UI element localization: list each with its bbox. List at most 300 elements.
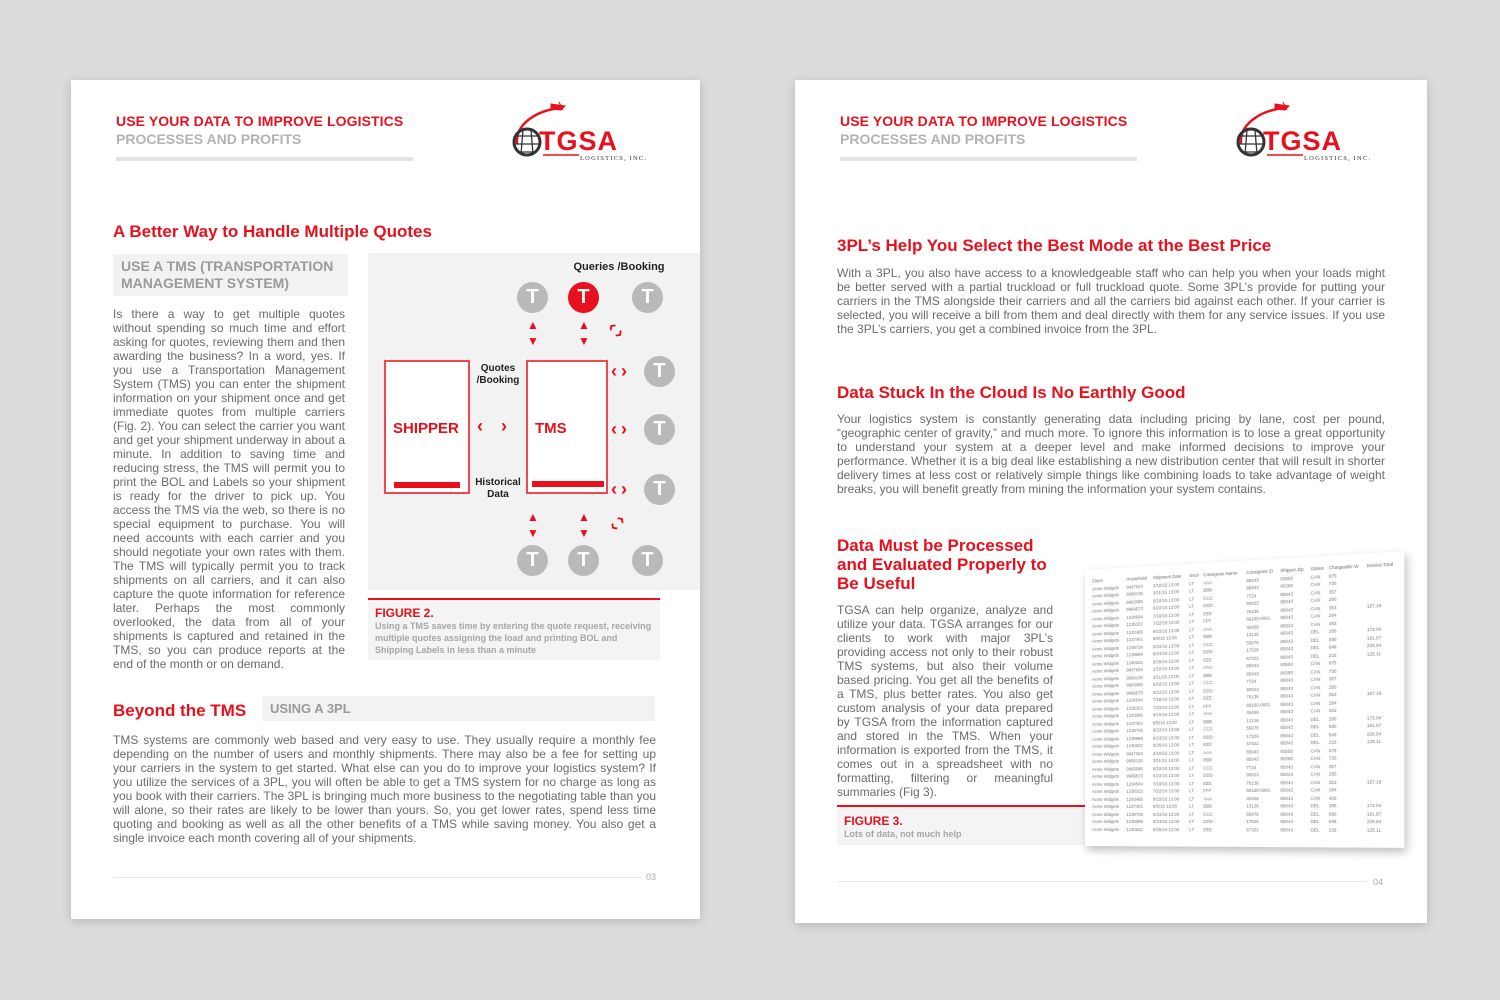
spreadsheet-cell: CCC xyxy=(1203,811,1213,817)
spreadsheet-cell: 353 xyxy=(1328,692,1337,698)
spreadsheet-cell: Acme Widgets xyxy=(1091,796,1119,802)
spreadsheet-cell: 13126 xyxy=(1246,803,1259,809)
spreadsheet-cell: 5/18/15 13:00 xyxy=(1152,596,1180,604)
spreadsheet-cell: 13126 xyxy=(1246,717,1259,724)
spreadsheet-cell: 17526 xyxy=(1246,733,1259,739)
spreadsheet-cell: 284 xyxy=(1328,700,1337,706)
spreadsheet-cell: AAA xyxy=(1203,796,1213,802)
spreadsheet-cell: 173.04 xyxy=(1366,803,1382,809)
spreadsheet-cell: DEL xyxy=(1310,827,1320,833)
spreadsheet-cell: 8/22/16 13:00 xyxy=(1152,642,1180,650)
spreadsheet-cell: 648 xyxy=(1328,644,1337,651)
spreadsheet-cell: LT xyxy=(1189,603,1195,610)
spreadsheet-cell: Acme Widgets xyxy=(1091,652,1119,659)
carrier-icon-selected: T xyxy=(568,282,599,313)
spreadsheet-cell: CCC xyxy=(1203,641,1213,648)
header-title: USE YOUR DATA TO IMPROVE LOGISTICS xyxy=(840,113,1128,129)
spreadsheet-cell: 9/15/16 13:00 xyxy=(1152,796,1180,802)
spreadsheet-cell: LT xyxy=(1189,611,1195,617)
spreadsheet-cell: 8/5/16 13:00 xyxy=(1152,719,1177,726)
spreadsheet-cell: DEL xyxy=(1310,732,1320,738)
spreadsheet-cell: LT xyxy=(1189,634,1195,640)
historical-data-label: Historical Data xyxy=(475,477,521,500)
spreadsheet-cell: 90023 xyxy=(1246,686,1259,693)
spreadsheet-cell: Acme Widgets xyxy=(1091,788,1119,795)
spreadsheet-cell: 93550 xyxy=(1280,661,1293,668)
footer-divider xyxy=(837,881,1367,882)
spreadsheet-cell: DDD xyxy=(1203,687,1213,694)
header-divider xyxy=(840,157,1137,161)
spreadsheet-cell: Acme Widgets xyxy=(1091,607,1119,614)
spreadsheet-cell: 229.94 xyxy=(1366,642,1382,649)
spreadsheet-cell: BBB xyxy=(1203,633,1213,640)
spreadsheet-cell: 85043 xyxy=(1280,732,1293,739)
spreadsheet-cell: DEL xyxy=(1310,724,1320,730)
spreadsheet-cell: 67322 xyxy=(1246,826,1259,833)
spreadsheet-cell: 284 xyxy=(1328,612,1337,619)
section-heading: 3PL’s Help You Select the Best Mode at the Best Price xyxy=(837,236,1272,255)
spreadsheet-table xyxy=(1091,560,1400,834)
spreadsheet-cell: 7/18/16 13:00 xyxy=(1152,612,1180,619)
spreadsheet-cell: 55075 xyxy=(1246,639,1259,646)
spreadsheet-cell: AAA xyxy=(1203,711,1213,717)
spreadsheet-cell: LT xyxy=(1189,819,1195,825)
spreadsheet-cell: 216 xyxy=(1328,652,1337,658)
spreadsheet-cell: Acme Widgets xyxy=(1091,675,1119,682)
spreadsheet-cell: 1234544 xyxy=(1126,781,1143,787)
spreadsheet-cell: 6/22/15 13:00 xyxy=(1152,688,1180,695)
spreadsheet-cell: 1237401 xyxy=(1126,636,1143,643)
spreadsheet-cell: CAN xyxy=(1310,589,1321,596)
spreadsheet-cell: 353 xyxy=(1328,604,1337,611)
spreadsheet-cell: 157.19 xyxy=(1366,779,1382,785)
quotes-booking-label: Quotes /Booking xyxy=(476,363,520,386)
page-04 xyxy=(795,80,1427,923)
spreadsheet-cell: 13126 xyxy=(1246,631,1259,638)
spreadsheet-cell: 590 xyxy=(1328,723,1337,730)
spreadsheet-cell: EEE xyxy=(1203,695,1213,702)
spreadsheet-cell: 9/15/16 13:00 xyxy=(1152,711,1180,718)
spreadsheet-cell: 67322 xyxy=(1246,741,1259,747)
logo-globe-plane-icon xyxy=(509,102,661,162)
diagonal-arrow-icon: ‹› xyxy=(603,316,633,346)
spreadsheet-cell: LT xyxy=(1189,742,1195,748)
spreadsheet-cell: 69160-0001 xyxy=(1246,615,1271,623)
spreadsheet-cell: 9969573 xyxy=(1126,689,1143,696)
carrier-icon: T xyxy=(632,282,663,313)
spreadsheet-cell: 85043 xyxy=(1280,606,1293,613)
spreadsheet-cell: 9969573 xyxy=(1126,773,1143,779)
spreadsheet-cell: 8/22/16 13:00 xyxy=(1152,727,1180,733)
spreadsheet-cell: 8/23/16 13:00 xyxy=(1152,650,1180,657)
spreadsheet-cell: LT xyxy=(1189,649,1195,656)
shipper-box xyxy=(384,360,470,494)
page-number: 03 xyxy=(646,872,657,882)
left-right-arrow-icon: ‹› xyxy=(611,479,631,499)
spreadsheet-cell: 1240622 xyxy=(1126,826,1143,832)
spreadsheet-cell: 69160-0001 xyxy=(1246,701,1271,708)
spreadsheet-cell: 1234544 xyxy=(1126,613,1143,620)
spreadsheet-cell: 875 xyxy=(1328,747,1337,754)
spreadsheet-cell: 85043 xyxy=(1280,677,1293,684)
figure-title: FIGURE 2. xyxy=(375,606,434,620)
section-body: TGSA can help organize, analyze and utilize your data. TGSA arranges for our clients to work with major 3PL’s providing access not only to their robust TMS systems, but also their volume based pricing. You get all the benefits of a TMS, plus better rates. You also get custom analysis of your data prepared by TGSA from the information captured and stored in the TMS. When your information is exported from the TMS, it comes out in a spreadsheet with no formatting, filtering or meaningful summaries (Fig 3). xyxy=(837,603,1053,799)
spreadsheet-cell: 9956135 xyxy=(1126,758,1143,764)
queries-booking-label: Queries /Booking xyxy=(573,261,665,273)
spreadsheet-cell: 93550 xyxy=(1280,575,1293,582)
spreadsheet-cell: 2/10/15 13:00 xyxy=(1152,750,1180,756)
carrier-icon: T xyxy=(632,545,663,576)
spreadsheet-cell: 8/23/16 13:00 xyxy=(1152,734,1180,741)
spreadsheet-cell: 85043 xyxy=(1280,779,1293,786)
spreadsheet-cell: 7724 xyxy=(1246,678,1257,685)
spreadsheet-cell: LT xyxy=(1189,588,1195,594)
spreadsheet-cell: 357 xyxy=(1328,763,1337,769)
spreadsheet-cell: 191.57 xyxy=(1366,634,1382,641)
spreadsheet-cell: DDD xyxy=(1203,734,1213,740)
spreadsheet-cell: LT xyxy=(1189,703,1195,710)
section-heading: Data Stuck In the Cloud Is No Earthly Good xyxy=(837,383,1186,402)
spreadsheet-cell: LT xyxy=(1189,665,1195,671)
spreadsheet-cell: Acme Widgets xyxy=(1091,645,1119,652)
spreadsheet-header: Chargeable W xyxy=(1328,563,1359,571)
spreadsheet-cell: 6/22/15 13:00 xyxy=(1152,604,1180,611)
spreadsheet-cell: 8/22/16 13:00 xyxy=(1152,811,1180,817)
spreadsheet-cell: DEL xyxy=(1310,819,1320,825)
spreadsheet-cell: 1235322 xyxy=(1126,788,1143,794)
spreadsheet-header: Status xyxy=(1310,565,1324,572)
spreadsheet-header: Consignee Zi xyxy=(1246,568,1273,576)
spreadsheet-cell: LT xyxy=(1189,642,1195,648)
spreadsheet-cell: 125.11 xyxy=(1366,650,1381,657)
spreadsheet-header: Shipment Date xyxy=(1152,573,1182,581)
shipper-label: SHIPPER xyxy=(393,420,459,437)
section-body: TMS systems are commonly web based and very easy to use. They usually require a monthly fee depending on the number of users and monthly shipments. There may also be a fee for setting up your carriers in the system to get started. What else can you do to improve your logistics system? If you utilize the services of a 3PL, you will often be able to get a TMS system for no charge as long as you book with their carriers. The 3PL is bringing much more business to the negotiating table than you will alone, so their rates are likely to be lower than yours. So, you get lower rates, spend less time quoting and booking as well as all the other benefits of a TMS while saving money. You also get a single invoice each month covering all of your shipments. xyxy=(113,733,656,845)
spreadsheet-cell: 85043 xyxy=(1280,740,1293,746)
spreadsheet-cell: LT xyxy=(1189,619,1195,625)
spreadsheet-cell: 45459 xyxy=(1246,709,1259,716)
spreadsheet-cell: 9947924 xyxy=(1126,667,1143,673)
spreadsheet-cell: 157.19 xyxy=(1366,602,1382,609)
spreadsheet-cell: 730 xyxy=(1328,580,1337,587)
spreadsheet-cell: AAA xyxy=(1203,579,1213,586)
spreadsheet-cell: 17526 xyxy=(1246,647,1259,654)
logo-globe-plane-icon xyxy=(1233,102,1385,162)
spreadsheet-cell: 85043 xyxy=(1280,827,1293,833)
diagonal-arrow-icon: ‹› xyxy=(603,506,633,536)
spreadsheet-header: Client xyxy=(1091,578,1103,584)
spreadsheet-cell: 648 xyxy=(1328,819,1337,825)
carrier-icon: T xyxy=(517,282,548,313)
spreadsheet-cell: EEE xyxy=(1203,780,1213,786)
spreadsheet-cell: EEE xyxy=(1203,610,1213,617)
page-number: 04 xyxy=(1373,877,1384,887)
spreadsheet-cell: LT xyxy=(1189,803,1195,809)
spreadsheet-cell: LT xyxy=(1189,780,1195,786)
spreadsheet-cell: 7/22/16 13:00 xyxy=(1152,704,1180,711)
spreadsheet-cell: 45459 xyxy=(1246,795,1259,802)
section-heading: Data Must be Processed and Evaluated Properly to Be Useful xyxy=(837,536,1047,593)
spreadsheet-cell: 1239999 xyxy=(1126,651,1143,658)
spreadsheet-cell: 1239999 xyxy=(1126,819,1143,825)
spreadsheet-cell: 85043 xyxy=(1280,803,1293,809)
header-subtitle: PROCESSES AND PROFITS xyxy=(840,131,1026,147)
spreadsheet-cell: 85043 xyxy=(1246,748,1259,755)
spreadsheet-cell: 85043 xyxy=(1280,685,1293,692)
spreadsheet-cell: 1235322 xyxy=(1126,705,1143,711)
spreadsheet-cell: 200 xyxy=(1328,628,1337,635)
spreadsheet-cell: Acme Widgets xyxy=(1091,766,1119,772)
section-subheading: USING A 3PL xyxy=(262,696,655,721)
spreadsheet-cell: BBB xyxy=(1203,803,1213,809)
spreadsheet-cell: 3/11/15 13:00 xyxy=(1152,673,1179,680)
spreadsheet-cell: AAA xyxy=(1203,626,1213,632)
spreadsheet-cell: 85043 xyxy=(1280,598,1293,605)
page-03 xyxy=(71,80,700,919)
section-heading: A Better Way to Handle Multiple Quotes xyxy=(113,222,432,241)
spreadsheet-row xyxy=(1091,826,1400,834)
spreadsheet-cell: 1240622 xyxy=(1126,659,1143,666)
carrier-icon: T xyxy=(644,474,675,505)
spreadsheet-cell: DEL xyxy=(1310,811,1320,817)
left-right-arrow-icon: ‹› xyxy=(611,419,631,439)
spreadsheet-cell: 85043 xyxy=(1280,653,1293,660)
spreadsheet-cell: CAN xyxy=(1310,692,1321,699)
spreadsheet-cell: 85043 xyxy=(1246,756,1259,763)
spreadsheet-cell: BBB xyxy=(1203,757,1213,763)
left-right-arrow-icon: ‹› xyxy=(611,361,631,381)
spreadsheet-cell: 229.94 xyxy=(1366,819,1382,825)
spreadsheet-cell: CAN xyxy=(1310,684,1321,691)
spreadsheet-cell: 5/18/15 13:00 xyxy=(1152,681,1180,688)
spreadsheet-cell: 284 xyxy=(1328,787,1337,793)
section-heading: Beyond the TMS xyxy=(113,701,247,720)
svg-text:LOGISTICS, INC.: LOGISTICS, INC. xyxy=(1304,155,1372,162)
spreadsheet-cell: DEL xyxy=(1310,716,1320,722)
spreadsheet-cell: Acme Widgets xyxy=(1091,637,1119,644)
spreadsheet-cell: 7/18/16 13:00 xyxy=(1152,780,1180,787)
spreadsheet-cell: 191.57 xyxy=(1366,722,1382,729)
down-arrow-icon: ▼ xyxy=(578,526,590,540)
spreadsheet-cell: Acme Widgets xyxy=(1091,713,1119,720)
spreadsheet-cell: 9963085 xyxy=(1126,682,1143,688)
spreadsheet-cell: 353 xyxy=(1328,779,1337,785)
spreadsheet-cell: Acme Widgets xyxy=(1091,804,1119,810)
spreadsheet-cell: 357 xyxy=(1328,676,1337,682)
spreadsheet-cell: 9956135 xyxy=(1126,674,1143,681)
spreadsheet-cell: CAN xyxy=(1310,668,1321,675)
spreadsheet-cell: 85043 xyxy=(1280,646,1293,652)
spreadsheet-cell: 1237401 xyxy=(1126,720,1143,726)
spreadsheet-cell: CAN xyxy=(1310,597,1321,604)
spreadsheet-cell: LT xyxy=(1189,711,1195,717)
spreadsheet-cell: CAN xyxy=(1310,763,1321,770)
spreadsheet-cell: Acme Widgets xyxy=(1091,698,1119,705)
spreadsheet-cell: 9/15/16 13:00 xyxy=(1152,627,1180,634)
tms-label: TMS xyxy=(535,420,567,437)
spreadsheet-cell: CAN xyxy=(1310,787,1321,793)
section-body: Your logistics system is constantly generating data including pricing by lane, cost per pound, “geographic center of gravity,” and much more. To ignore this information is to lose a great opportunity to understand your system at a deeper level and make informed decisions to improve your performance. Whether it is a big deal like establishing a new distribution center that will result in shorter delivery times at less cost or relatively simple things like combining loads to take advantage of weight breaks, you will benefit greatly from mining the information your system contains. xyxy=(837,412,1385,496)
spreadsheet-cell: BBB xyxy=(1203,587,1213,594)
spreadsheet-cell: AAA xyxy=(1203,749,1213,755)
spreadsheet-cell: LT xyxy=(1189,773,1195,779)
spreadsheet-cell: Acme Widgets xyxy=(1091,592,1119,599)
spreadsheet-cell: DEL xyxy=(1310,637,1320,643)
spreadsheet-cell: 90023 xyxy=(1246,600,1259,607)
spreadsheet-cell: 191.57 xyxy=(1366,811,1382,817)
spreadsheet-cell: 875 xyxy=(1328,572,1337,579)
spreadsheet-cell: 7724 xyxy=(1246,592,1257,599)
spreadsheet-cell: 8/25/16 13:00 xyxy=(1152,826,1180,832)
up-arrow-icon: ▲ xyxy=(527,510,539,524)
spreadsheet-cell: DDD xyxy=(1203,772,1213,779)
spreadsheet-cell: 69160-0001 xyxy=(1246,787,1271,794)
spreadsheet-header: SvUr xyxy=(1189,572,1199,579)
spreadsheet-cell: CAN xyxy=(1310,676,1321,683)
spreadsheet-cell: 125.11 xyxy=(1366,827,1381,833)
spreadsheet-cell: LT xyxy=(1189,626,1195,633)
spreadsheet-cell: Acme Widgets xyxy=(1091,773,1119,780)
spreadsheet-cell: Acme Widgets xyxy=(1091,758,1119,765)
spreadsheet-cell: 7/22/16 13:00 xyxy=(1152,788,1180,794)
spreadsheet-header: Household xyxy=(1126,575,1147,582)
down-arrow-icon: ▼ xyxy=(527,334,539,348)
spreadsheet-cell: LT xyxy=(1189,657,1195,663)
spreadsheet-cell: CAN xyxy=(1310,573,1321,580)
shipper-bar xyxy=(394,482,460,488)
spreadsheet-cell: 76136 xyxy=(1246,780,1259,786)
spreadsheet-cell: 357 xyxy=(1328,588,1337,595)
spreadsheet-cell: Acme Widgets xyxy=(1091,683,1119,690)
spreadsheet-cell: 85043 xyxy=(1280,614,1293,621)
spreadsheet-cell: 6/22/15 13:00 xyxy=(1152,773,1180,779)
spreadsheet-cell: 875 xyxy=(1328,660,1337,666)
spreadsheet-cell: EEE xyxy=(1203,826,1213,833)
spreadsheet-cell: 590 xyxy=(1328,811,1337,817)
spreadsheet-cell: Acme Widgets xyxy=(1091,720,1119,727)
tms-box xyxy=(526,360,608,494)
spreadsheet-cell: 7/18/16 13:00 xyxy=(1152,696,1180,703)
spreadsheet-cell: CAN xyxy=(1310,779,1321,785)
spreadsheet-cell: CAN xyxy=(1310,747,1321,754)
spreadsheet-cell: 1243465 xyxy=(1126,712,1143,719)
svg-text:LOGISTICS, INC.: LOGISTICS, INC. xyxy=(580,155,648,162)
spreadsheet-cell: Acme Widgets xyxy=(1091,705,1119,712)
spreadsheet-cell: 200 xyxy=(1328,715,1337,722)
spreadsheet-cell: 85043 xyxy=(1246,670,1259,677)
spreadsheet-cell: 9963085 xyxy=(1126,598,1143,605)
tms-bar xyxy=(532,481,604,487)
spreadsheet-cell: LT xyxy=(1189,696,1195,702)
spreadsheet-cell: 403 xyxy=(1328,620,1337,627)
spreadsheet-cell: CCC xyxy=(1203,595,1213,601)
spreadsheet-cell: 5/18/15 13:00 xyxy=(1152,765,1180,771)
spreadsheet-cell: 9969573 xyxy=(1126,606,1143,613)
spreadsheet-cell: LT xyxy=(1189,719,1195,725)
spreadsheet-cell: Acme Widgets xyxy=(1091,736,1119,742)
spreadsheet-cell: BBB xyxy=(1203,672,1213,678)
spreadsheet-cell: LT xyxy=(1189,796,1195,802)
spreadsheet-cell: 85043 xyxy=(1280,811,1293,817)
spreadsheet-header: Consignee Name xyxy=(1203,570,1238,578)
header-title: USE YOUR DATA TO IMPROVE LOGISTICS xyxy=(116,113,404,129)
spreadsheet-cell: 85043 xyxy=(1280,795,1293,801)
down-arrow-icon: ▼ xyxy=(578,334,590,348)
spreadsheet-cell: Acme Widgets xyxy=(1091,826,1119,832)
spreadsheet-cell: 1239739 xyxy=(1126,811,1143,817)
spreadsheet-cell: CAN xyxy=(1310,613,1321,620)
spreadsheet-cell: 85043 xyxy=(1280,638,1293,645)
spreadsheet-cell: 85043 xyxy=(1280,819,1293,825)
tms-diagram xyxy=(368,253,700,590)
spreadsheet-cell: 85043 xyxy=(1280,591,1293,597)
spreadsheet-cell: 85043 xyxy=(1246,585,1259,591)
spreadsheet-cell: Acme Widgets xyxy=(1091,781,1119,787)
spreadsheet-header: Shipper Zip xyxy=(1280,566,1304,574)
spreadsheet-cell: 730 xyxy=(1328,668,1337,674)
up-arrow-icon: ▲ xyxy=(527,318,539,332)
spreadsheet-cell: 85043 xyxy=(1280,787,1293,794)
spreadsheet-cell: DDD xyxy=(1203,819,1213,825)
spreadsheet-cell: 173.04 xyxy=(1366,714,1382,721)
spreadsheet-cell: 85043 xyxy=(1246,577,1259,584)
section-subheading: USE A TMS (TRANSPORTATION MANAGEMENT SYSTEM) xyxy=(113,254,348,296)
up-arrow-icon: ▲ xyxy=(578,318,590,332)
spreadsheet-cell: CAN xyxy=(1310,795,1321,801)
spreadsheet-cell: 250 xyxy=(1328,596,1337,603)
spreadsheet-cell: CAN xyxy=(1310,771,1321,778)
spreadsheet-image xyxy=(1085,551,1404,848)
spreadsheet-cell: 93550 xyxy=(1280,748,1293,754)
footer-divider xyxy=(113,877,641,878)
spreadsheet-cell: 7/22/16 13:00 xyxy=(1152,619,1180,627)
svg-text:TGSA: TGSA xyxy=(539,126,619,156)
spreadsheet-cell: 85043 xyxy=(1280,771,1293,778)
spreadsheet-cell: Acme Widgets xyxy=(1091,751,1119,757)
spreadsheet-cell: 85043 xyxy=(1280,709,1293,715)
spreadsheet-cell: 2/10/15 13:00 xyxy=(1152,581,1180,589)
spreadsheet-cell: Acme Widgets xyxy=(1091,743,1119,750)
left-right-arrow-icon: ‹› xyxy=(477,416,525,436)
spreadsheet-cell: Acme Widgets xyxy=(1091,819,1119,825)
spreadsheet-cell: DEL xyxy=(1310,645,1320,651)
spreadsheet-cell xyxy=(1366,794,1400,802)
figure-3-caption xyxy=(837,805,1087,845)
carrier-icon: T xyxy=(517,545,548,576)
spreadsheet-cell: LT xyxy=(1189,688,1195,694)
spreadsheet-cell: Acme Widgets xyxy=(1091,630,1119,637)
spreadsheet-cell: FFF xyxy=(1203,618,1212,624)
spreadsheet-cell: CAN xyxy=(1310,581,1321,588)
spreadsheet-cell: 85043 xyxy=(1280,764,1293,770)
spreadsheet-cell: DDD xyxy=(1203,602,1213,609)
spreadsheet-cell: 8/23/16 13:00 xyxy=(1152,819,1180,825)
spreadsheet-cell: 1235322 xyxy=(1126,621,1143,628)
spreadsheet-cell: DDD xyxy=(1203,649,1213,655)
spreadsheet-cell: CAN xyxy=(1310,605,1321,612)
spreadsheet-cell: Acme Widgets xyxy=(1091,728,1119,735)
spreadsheet-cell: 8/5/16 13:00 xyxy=(1152,635,1177,642)
spreadsheet-cell: 1240622 xyxy=(1126,743,1143,749)
carrier-icon: T xyxy=(644,414,675,445)
spreadsheet-cell: LT xyxy=(1189,726,1195,733)
spreadsheet-cell: Acme Widgets xyxy=(1091,811,1119,817)
spreadsheet-cell: Acme Widgets xyxy=(1091,690,1119,697)
spreadsheet-cell: Acme Widgets xyxy=(1091,584,1119,592)
spreadsheet-cell: 229.94 xyxy=(1366,730,1382,737)
spreadsheet-cell: LT xyxy=(1189,673,1195,679)
spreadsheet-row xyxy=(1091,810,1400,818)
